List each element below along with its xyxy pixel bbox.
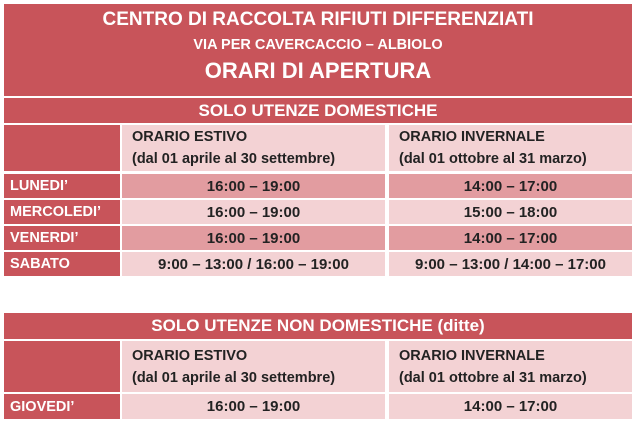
winter-time-cell: 9:00 – 13:00 / 14:00 – 17:00 — [389, 252, 632, 276]
winter-time-cell: 15:00 – 18:00 — [389, 200, 632, 224]
summer-label: ORARIO ESTIVO — [132, 347, 248, 364]
winter-period: (dal 01 ottobre al 31 marzo) — [399, 151, 587, 167]
day-cell: VENERDI’ — [4, 226, 120, 250]
day-cell: MERCOLEDI’ — [4, 200, 120, 224]
page-title: CENTRO DI RACCOLTA RIFIUTI DIFFERENZIATI — [102, 9, 534, 30]
summer-time-cell: 16:00 – 19:00 — [122, 174, 385, 198]
winter-label: ORARIO INVERNALE — [399, 129, 545, 145]
summer-time-cell: 16:00 – 19:00 — [122, 226, 385, 250]
domestic-summer-header — [122, 125, 385, 171]
domestic-section-title: SOLO UTENZE DOMESTICHE — [4, 98, 632, 123]
winter-time-cell: 14:00 – 17:00 — [389, 394, 632, 419]
summer-label: ORARIO ESTIVO — [132, 129, 248, 145]
day-cell: GIOVEDI’ — [4, 394, 120, 419]
opening-hours-heading: ORARI DI APERTURA — [204, 58, 432, 83]
title-block — [4, 4, 632, 96]
address-line: VIA PER CAVERCACCIO – ALBIOLO — [193, 37, 443, 53]
summer-period: (dal 01 aprile al 30 settembre) — [132, 151, 336, 167]
summer-time-cell: 9:00 – 13:00 / 16:00 – 19:00 — [122, 252, 385, 276]
non-domestic-section-title: SOLO UTENZE NON DOMESTICHE (ditte) — [4, 313, 632, 339]
summer-period: (dal 01 aprile al 30 settembre) — [132, 369, 336, 386]
winter-label: ORARIO INVERNALE — [399, 347, 545, 364]
non-domestic-header-blank — [4, 341, 120, 392]
non-domestic-winter-header — [389, 341, 632, 392]
summer-time-cell: 16:00 – 19:00 — [122, 394, 385, 419]
non-domestic-summer-header — [122, 341, 385, 392]
day-cell: SABATO — [4, 252, 120, 276]
winter-time-cell: 14:00 – 17:00 — [389, 174, 632, 198]
day-cell: LUNEDI’ — [4, 174, 120, 198]
summer-time-cell: 16:00 – 19:00 — [122, 200, 385, 224]
winter-time-cell: 14:00 – 17:00 — [389, 226, 632, 250]
winter-period: (dal 01 ottobre al 31 marzo) — [399, 369, 587, 386]
domestic-winter-header — [389, 125, 632, 171]
domestic-header-blank — [4, 125, 120, 171]
